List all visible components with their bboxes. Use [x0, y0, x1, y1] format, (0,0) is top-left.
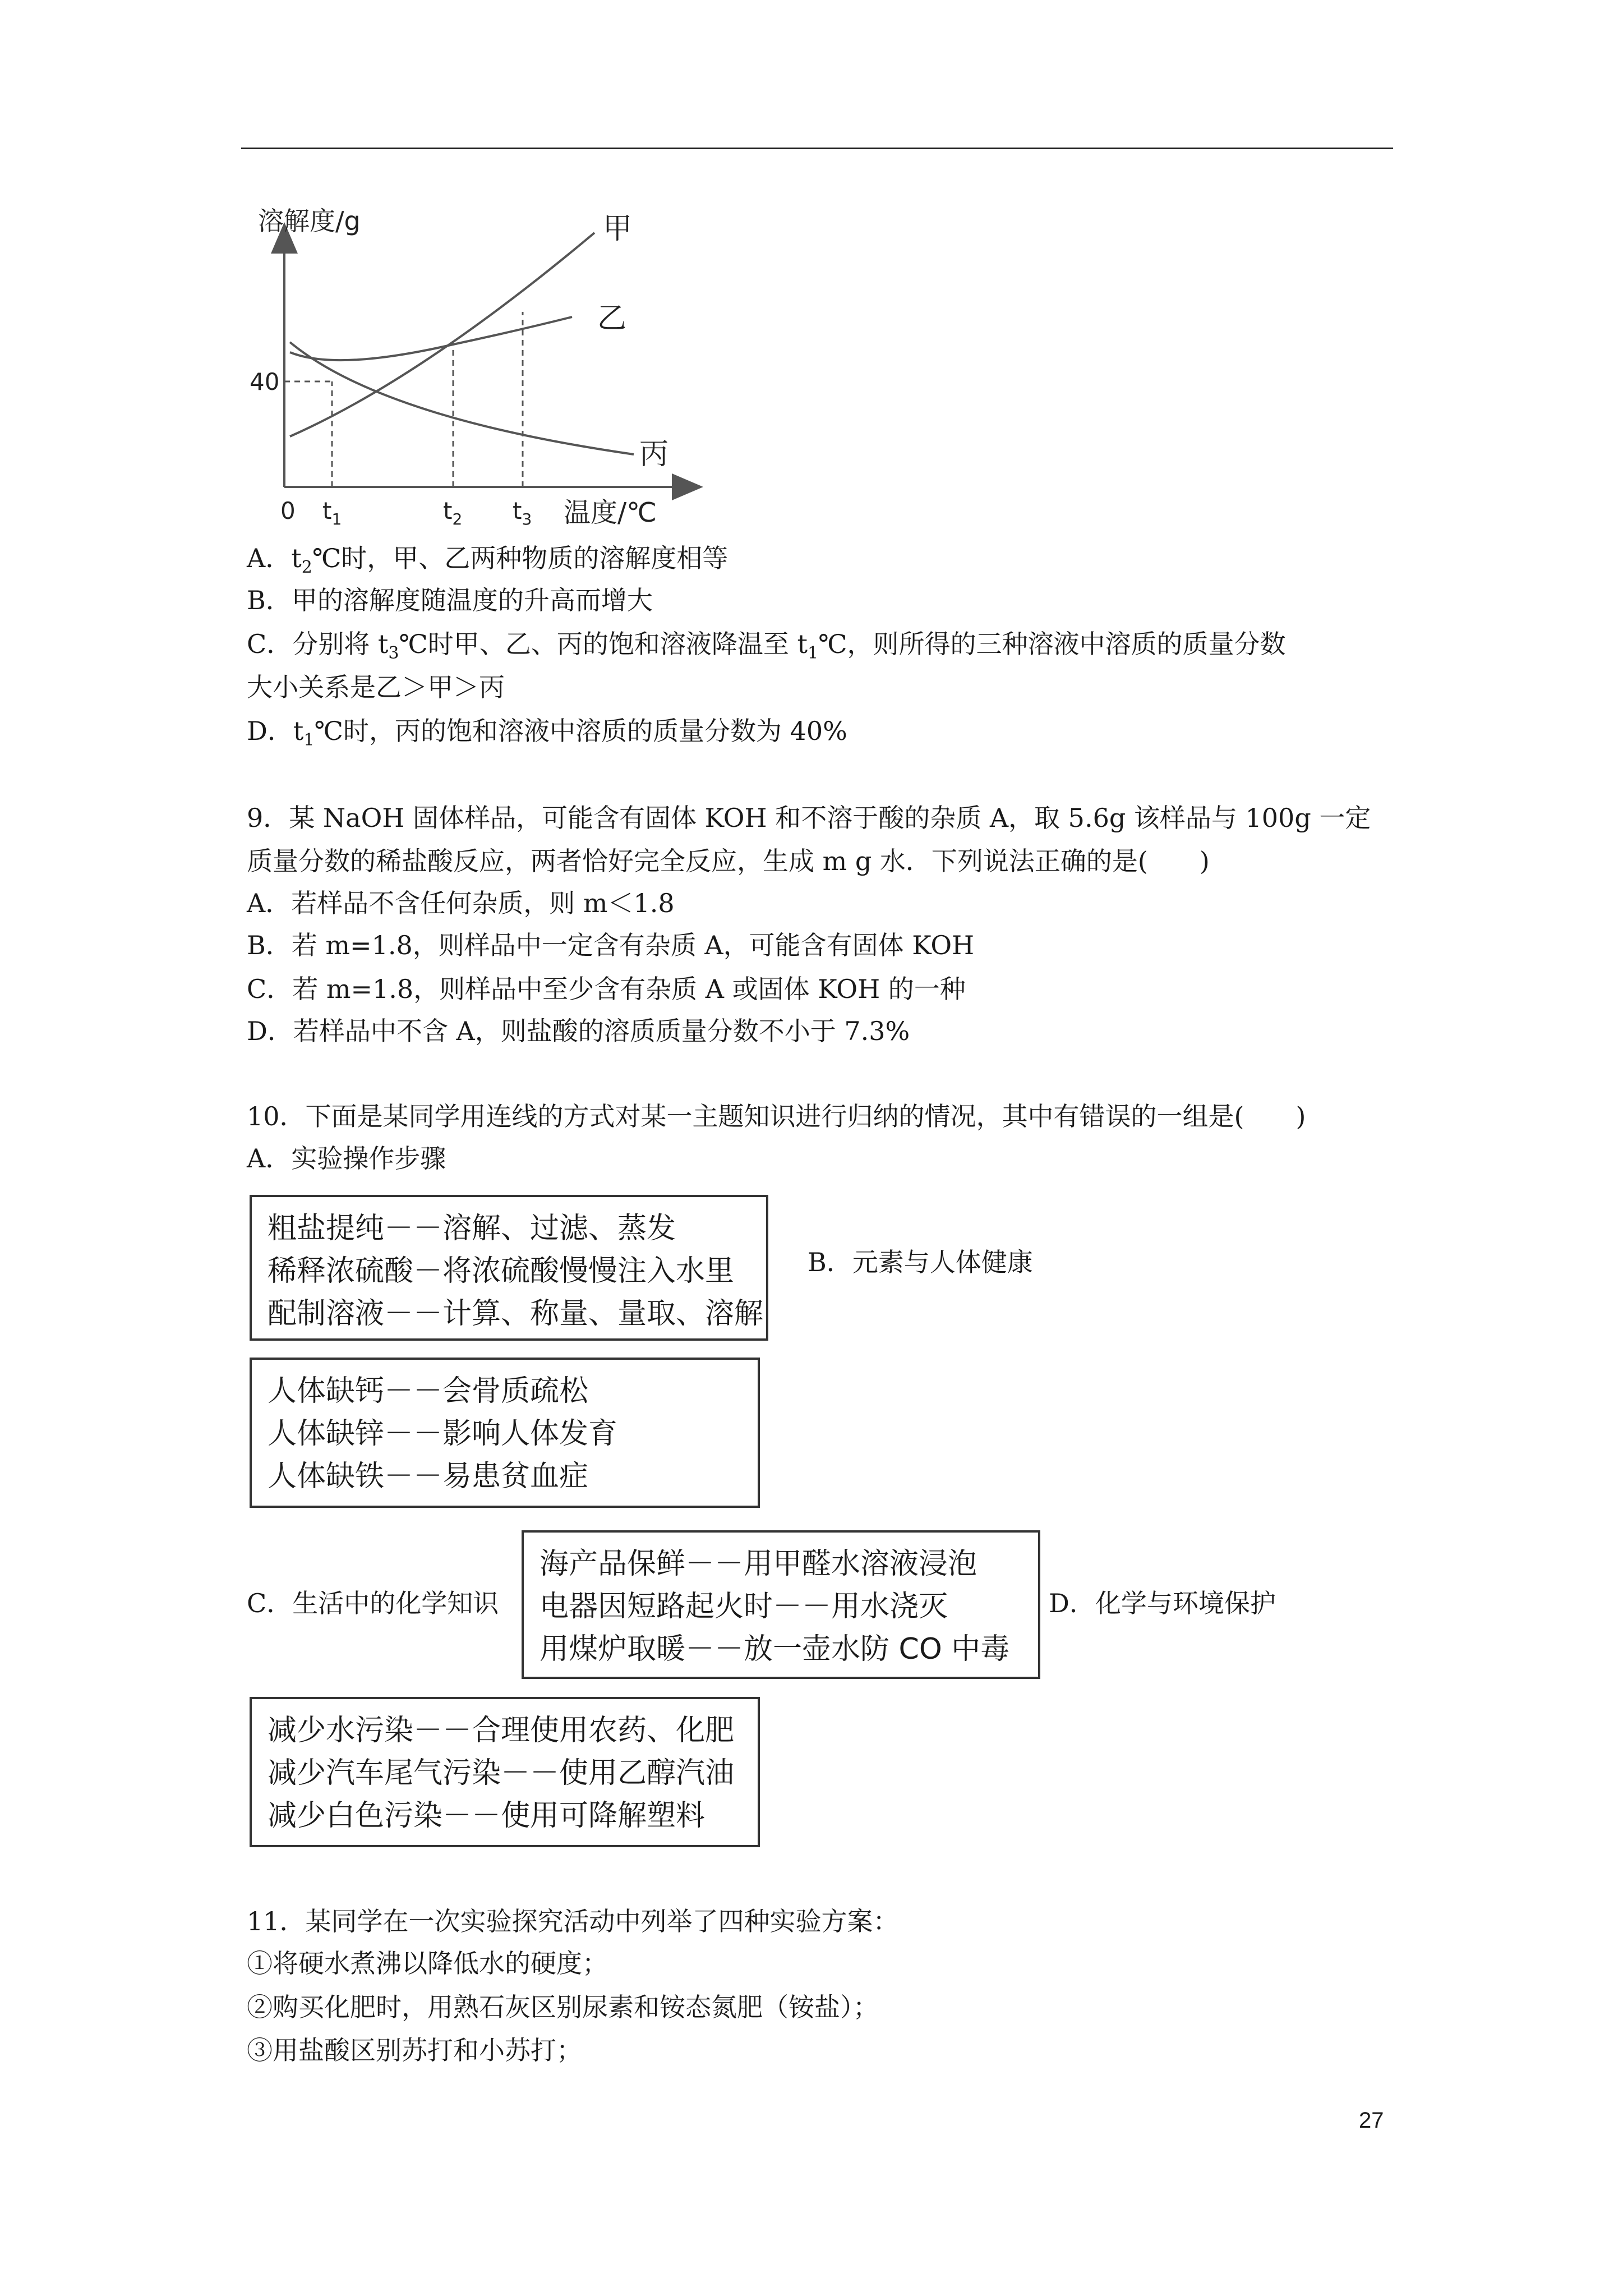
q9-stem-line2: 质量分数的稀盐酸反应，两者恰好完全反应，生成 m g 水．下列说法正确的是( ) [247, 846, 1210, 876]
q8-option-b: B．甲的溶解度随温度的升高而增大 [247, 585, 653, 615]
q10-box-b [250, 1358, 760, 1508]
box-c-line-1: 海产品保鲜－－用甲醛水溶液浸泡 [540, 1547, 978, 1581]
series-jia-label: 甲 [603, 212, 633, 246]
series-yi-label: 乙 [597, 302, 627, 335]
q10-label-d: D．化学与环境保护 [1049, 1588, 1276, 1618]
box-a-line-1: 粗盐提纯－－溶解、过滤、蒸发 [268, 1212, 676, 1245]
x-tick-t3: $t_3$ [513, 497, 532, 528]
box-d-line-2: 减少汽车尾气污染－－使用乙醇汽油 [268, 1756, 735, 1790]
y-axis-label: 溶解度/g [258, 206, 361, 236]
q10-label-a: A．实验操作步骤 [247, 1143, 446, 1174]
q10-box-a [250, 1195, 768, 1341]
x-tick-t1: $t_1$ [322, 497, 342, 528]
q10-label-c: C．生活中的化学知识 [247, 1588, 499, 1618]
q8-option-d: D．$t_1℃$时，丙的饱和溶液中溶质的质量分数为 40% [247, 716, 847, 751]
q10-label-b: B．元素与人体健康 [808, 1247, 1033, 1277]
box-a-line-3: 配制溶液－－计算、称量、量取、溶解 [268, 1297, 764, 1331]
series-yi-curve [290, 317, 572, 360]
series-bing-label: 丙 [639, 438, 669, 471]
q11-item-1: ①将硬水煮沸以降低水的硬度； [247, 1948, 608, 1978]
q11-item-2: ②购买化肥时，用熟石灰区别尿素和铵态氮肥（铵盐）； [247, 1992, 879, 2022]
solubility-chart [236, 202, 718, 539]
x-axis-label: 温度/℃ [564, 497, 657, 528]
q11-stem: 11．某同学在一次实验探究活动中列举了四种实验方案： [247, 1906, 899, 1936]
q10-stem: 10．下面是某同学用连线的方式对某一主题知识进行归纳的情况，其中有错误的一组是( ) [247, 1101, 1306, 1131]
box-a-line-2: 稀释浓硫酸－将浓硫酸慢慢注入水里 [268, 1254, 735, 1288]
q8-option-c-cont: 大小关系是乙＞甲＞丙 [247, 672, 505, 702]
x-tick-t2: $t_2$ [443, 497, 463, 528]
box-d-line-1: 减少水污染－－合理使用农药、化肥 [268, 1714, 735, 1747]
q9-option-a: A．若样品不含任何杂质，则 m＜1.8 [247, 888, 675, 918]
box-b-line-1: 人体缺钙－－会骨质疏松 [268, 1374, 589, 1408]
box-c-line-3: 用煤炉取暖－－放一壶水防 CO 中毒 [540, 1632, 1010, 1666]
header-rule [241, 148, 1393, 149]
box-d-line-3: 减少白色污染－－使用可降解塑料 [268, 1799, 706, 1833]
q8-option-c: C．分别将 $t_3℃$时甲、乙、丙的饱和溶液降温至 $t_1℃$，则所得的三种溶液中溶质的质量分数 [247, 629, 1286, 664]
q9-stem-line1: 9．某 NaOH 固体样品，可能含有固体 KOH 和不溶于酸的杂质 A，取 5.6g 该样品与 100g 一定 [247, 803, 1371, 833]
box-c-line-2: 电器因短路起火时－－用水浇灭 [540, 1590, 948, 1623]
q9-option-b: B．若 m=1.8，则样品中一定含有杂质 A，可能含有固体 KOH [247, 930, 975, 960]
q8-option-a: A．$t_2℃$时，甲、乙两种物质的溶解度相等 [247, 543, 728, 578]
origin-label: 0 [280, 497, 296, 524]
box-b-line-3: 人体缺铁－－易患贫血症 [268, 1460, 589, 1493]
series-jia-curve [290, 233, 594, 436]
series-bing-curve [290, 342, 634, 454]
q10-box-d [250, 1697, 760, 1847]
q9-option-d: D．若样品中不含 A，则盐酸的溶质质量分数不小于 7.3% [247, 1016, 910, 1046]
box-b-line-2: 人体缺锌－－影响人体发育 [268, 1417, 618, 1451]
q9-option-c: C．若 m=1.8，则样品中至少含有杂质 A 或固体 KOH 的一种 [247, 974, 966, 1004]
q10-box-c [522, 1530, 1040, 1679]
y-tick-40: 40 [250, 368, 280, 395]
page-number: 27 [1359, 2108, 1384, 2133]
q11-item-3: ③用盐酸区别苏打和小苏打； [247, 2035, 582, 2065]
